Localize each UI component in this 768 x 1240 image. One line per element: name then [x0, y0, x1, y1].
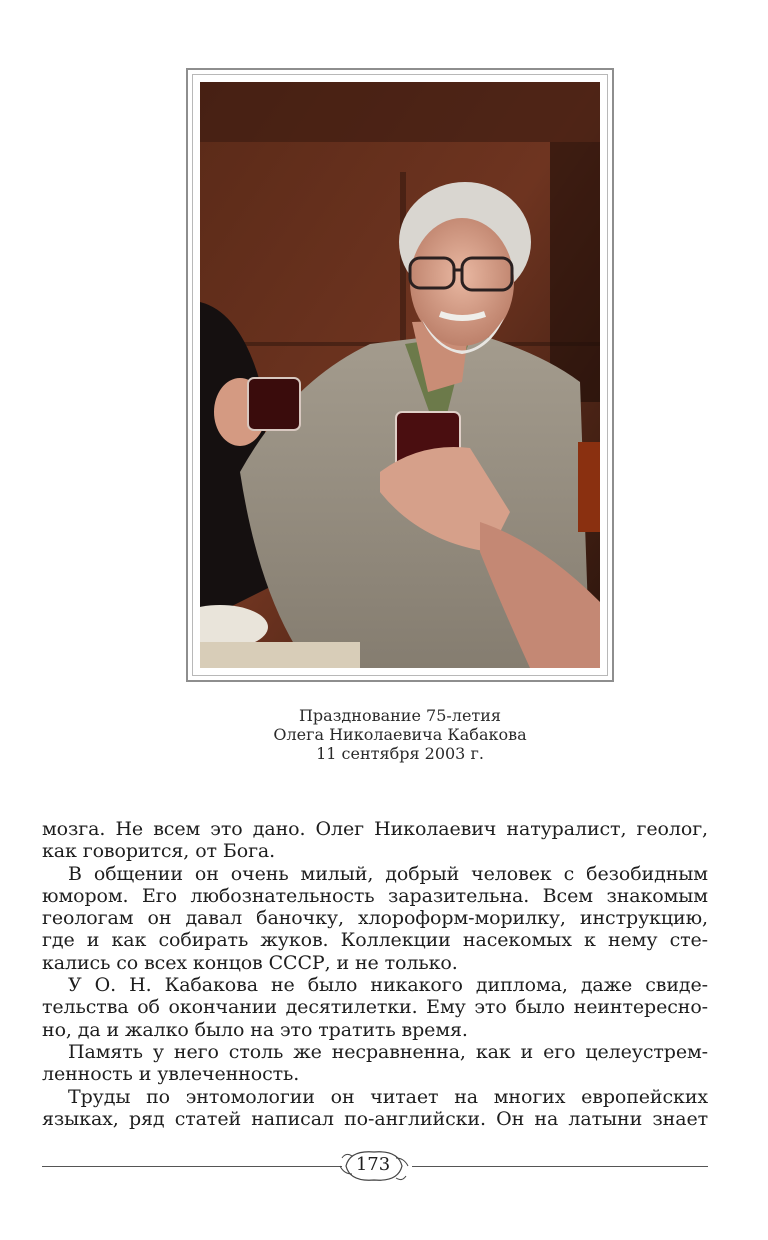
text-line: мозга. Не всем это дано. Олег Николаевич натуралист, геолог, [42, 818, 708, 840]
paragraph [42, 818, 708, 863]
text-line: геологам он давал баночку, хлороформ-морилку, инструкцию, [42, 907, 708, 930]
page-number: 173 [355, 1154, 391, 1175]
text-line: юмором. Его любознательность заразительна. Всем знакомым [42, 884, 708, 907]
body-text [42, 818, 708, 1130]
text-line: языках, ряд статей написал по-английски. Он на латыни знает [42, 1107, 708, 1130]
text-line: В общении он очень милый, добрый человек с безобидным [68, 862, 708, 885]
text-line: У О. Н. Кабакова не было никакого диплома, даже свиде- [68, 974, 708, 997]
paragraph [42, 863, 708, 974]
text-line: Память у него столь же несравненна, как и его целеустрем- [68, 1040, 708, 1063]
photo-illustration [200, 82, 600, 668]
paragraph [42, 974, 708, 1041]
paragraph [42, 1041, 708, 1086]
paragraph [42, 1086, 708, 1131]
photo-elderly-man-toasting [200, 82, 600, 668]
text-line: тельства об окончании десятилетки. Ему это было неинтересно- [42, 996, 708, 1019]
text-line: как говорится, от Бога. [42, 840, 276, 863]
text-line: кались со всех концов СССР, и не только. [42, 951, 458, 974]
footer-rule-right [412, 1166, 708, 1167]
text-line: ленность и увлеченность. [42, 1063, 300, 1086]
text-line: где и как собирать жуков. Коллекции насекомых к нему сте- [42, 929, 708, 952]
caption-line: 11 сентября 2003 г. [316, 744, 484, 763]
footer-rule-left [42, 1166, 342, 1167]
photo-caption [186, 706, 614, 763]
caption-line: Олега Николаевича Кабакова [273, 725, 527, 744]
caption-line: Празднование 75-летия [298, 706, 502, 725]
text-line: Труды по энтомологии он читает на многих европейских [68, 1085, 708, 1108]
text-line: но, да и жалко было на это тратить время. [42, 1018, 468, 1041]
